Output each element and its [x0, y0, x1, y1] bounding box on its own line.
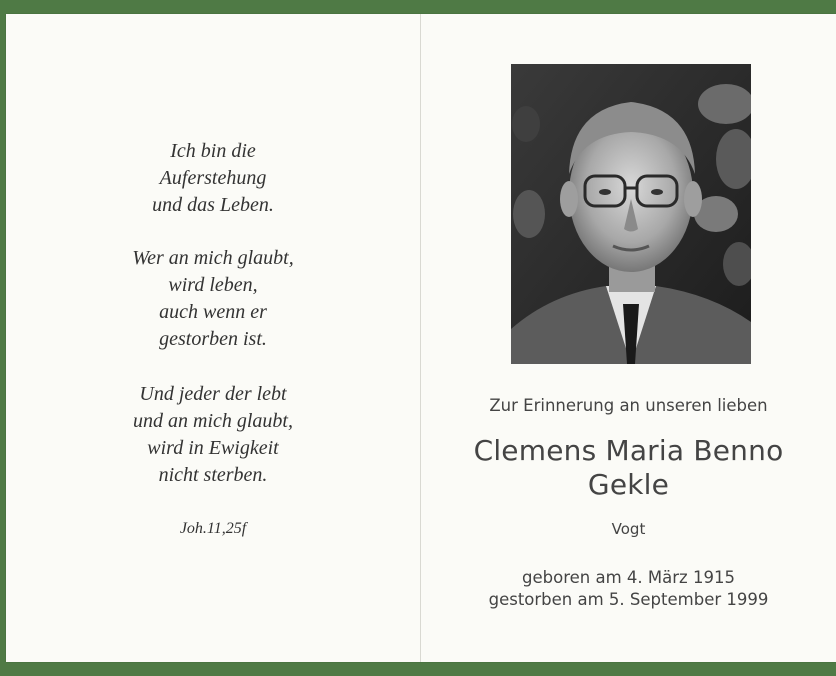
- memorial-intro: Zur Erinnerung an unseren lieben: [489, 396, 768, 415]
- memorial-panel: [421, 14, 836, 662]
- deceased-profession: Vogt: [611, 520, 646, 538]
- verse-line: Wer an mich glaubt,: [132, 247, 294, 269]
- portrait-photo: [511, 64, 751, 364]
- verse-line: nicht sterben.: [158, 464, 268, 486]
- verse-line: Und jeder der lebt: [139, 383, 287, 405]
- portrait-illustration: [511, 64, 751, 364]
- verse-panel: [6, 14, 420, 662]
- verse-line: und das Leben.: [152, 194, 274, 216]
- death-date: gestorben am 5. September 1999: [488, 590, 769, 609]
- life-dates: [421, 567, 836, 611]
- verse-stanza-1: [6, 138, 420, 219]
- deceased-given-names: Clemens Maria Benno: [473, 434, 784, 467]
- verse-line: Ich bin die: [170, 140, 256, 162]
- memorial-card: [6, 14, 836, 662]
- bible-reference: Joh.11,25f: [179, 520, 247, 537]
- verse-stanza-3: [6, 381, 420, 489]
- deceased-name: [421, 434, 836, 502]
- verse-line: wird leben,: [168, 274, 258, 296]
- verse-line: wird in Ewigkeit: [147, 437, 279, 459]
- verse-line: Auferstehung: [159, 167, 267, 189]
- verse-line: gestorben ist.: [159, 328, 267, 350]
- verse-line: und an mich glaubt,: [133, 410, 293, 432]
- deceased-surname: Gekle: [587, 468, 670, 501]
- verse-stanza-2: [6, 245, 420, 353]
- verse-line: auch wenn er: [159, 301, 267, 323]
- birth-date: geboren am 4. März 1915: [522, 568, 735, 587]
